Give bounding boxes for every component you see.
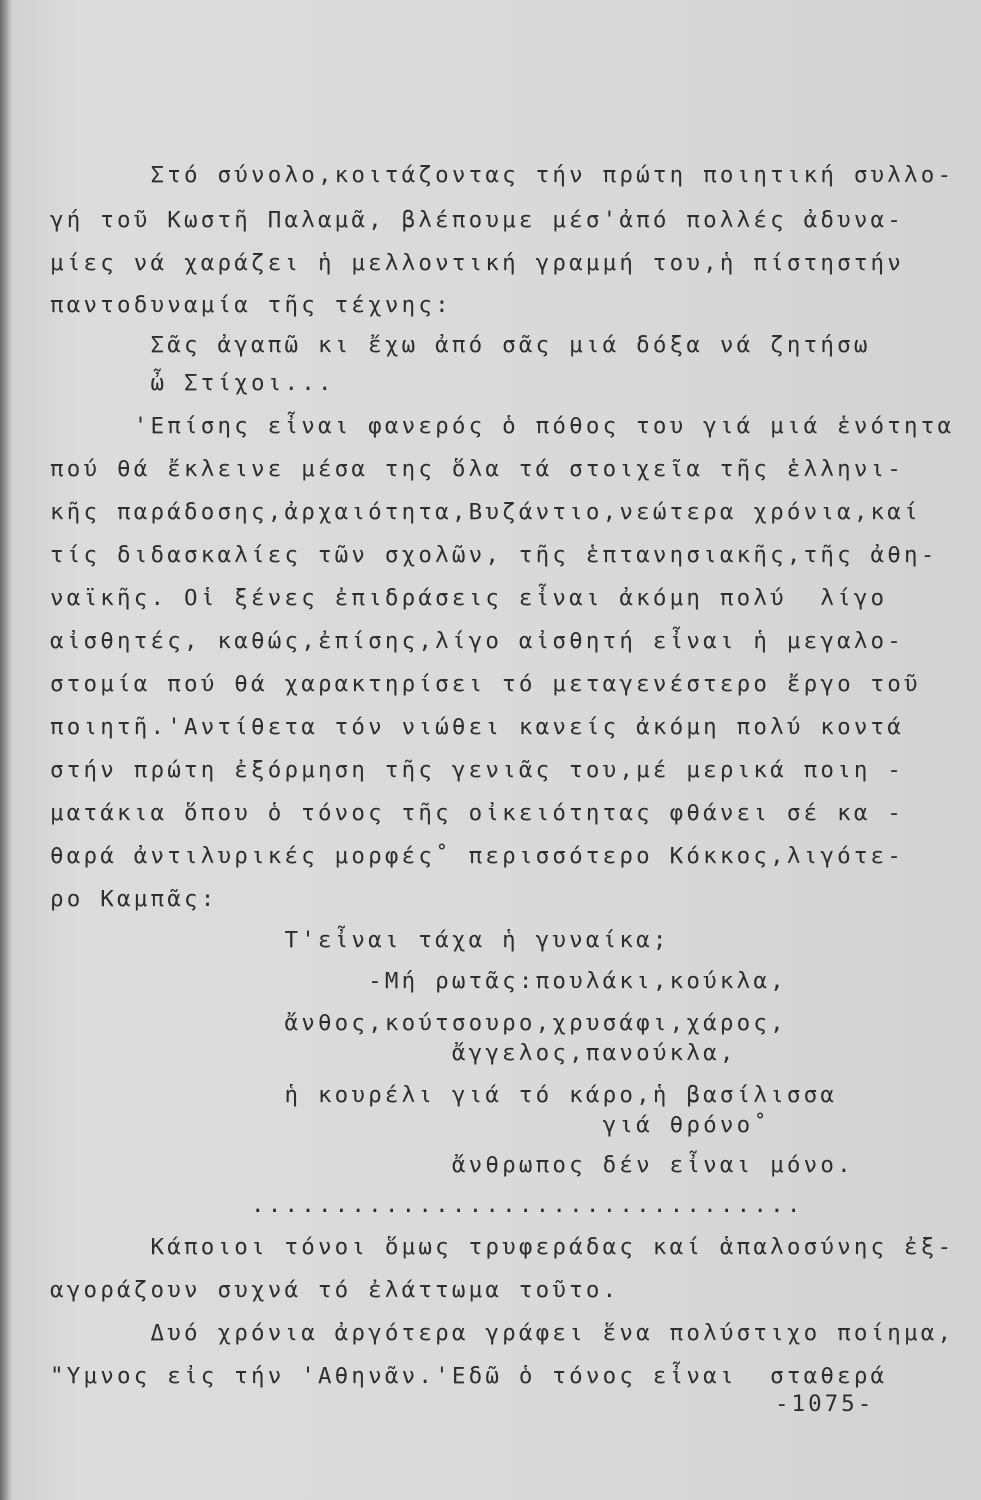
- verse-line: ἄνθρωπος δέν εἶναι μόνο.: [50, 1152, 854, 1178]
- text-line: ποιητῆ.'Αντίθετα τόν νιώθει κανείς ἀκόμη πολύ κοντά: [50, 714, 905, 740]
- text-line: "Υμνος εἰς τήν 'Αθηνᾶν.'Εδῶ ὁ τόνος εἶναι σταθερά: [50, 1363, 888, 1389]
- text-line: 'Επίσης εἶναι φανερός ὁ πόθος του γιά μιά ἑνότητα: [50, 413, 955, 439]
- text-line: στομία πού θά χαρακτηρίσει τό μεταγενέστερο ἔργο τοῦ: [50, 671, 921, 697]
- text-line: μίες νά χαράζει ἡ μελλοντική γραμμή του,ἡ πίστηστήν: [50, 250, 905, 276]
- text-line: στήν πρώτη ἐξόρμηση τῆς γενιᾶς του,μέ μερικά ποιη -: [50, 757, 905, 783]
- verse-line: Τ'εἶναι τάχα ἡ γυναίκα;: [50, 927, 670, 953]
- text-line: Κάποιοι τόνοι ὅμως τρυφεράδας καί ἁπαλοσύνης ἐξ-: [50, 1234, 955, 1260]
- text-line: παντοδυναμία τῆς τέχνης:: [50, 292, 452, 318]
- text-line: Δυό χρόνια ἀργότερα γράφει ἕνα πολύστιχο ποίημα,: [50, 1320, 955, 1346]
- text-line: θαρά ἀντιλυρικές μορφές˚ περισσότερο Κόκκος,λιγότε-: [50, 843, 905, 869]
- verse-line: ἄγγελος,πανούκλα,: [50, 1040, 737, 1066]
- verse-line: γιά θρόνο˚: [50, 1112, 771, 1138]
- text-line: αγοράζουν συχνά τό ἐλάττωμα τοῦτο.: [50, 1277, 620, 1303]
- text-line: ματάκια ὅπου ὁ τόνος τῆς οἰκειότητας φθάνει σέ κα -: [50, 800, 905, 826]
- page-number: -1075-: [775, 1391, 875, 1417]
- page-edge-shadow: [0, 0, 12, 1500]
- verse-line: ἄνθος,κούτσουρο,χρυσάφι,χάρος,: [50, 1010, 787, 1036]
- verse-line: ἡ κουρέλι γιά τό κάρο,ἡ βασίλισσα: [50, 1082, 838, 1108]
- verse-line: -Μή ρωτᾶς:πουλάκι,κούκλα,: [50, 968, 787, 994]
- text-line: ναϊκῆς. Οἱ ξένες ἐπιδράσεις εἶναι ἀκόμη πολύ λίγο: [50, 585, 888, 611]
- verse-line: ὦ Στίχοι...: [50, 370, 335, 396]
- text-line: κῆς παράδοσης,ἀρχαιότητα,Βυζάντιο,νεώτερα χρόνια,καί: [50, 499, 921, 525]
- text-line: αἰσθητές, καθώς,ἐπίσης,λίγο αἰσθητή εἶναι ἡ μεγαλο-: [50, 628, 905, 654]
- text-line: ρο Καμπᾶς:: [50, 886, 218, 912]
- text-line: πού θά ἔκλεινε μέσα της ὅλα τά στοιχεῖα τῆς ἑλληνι-: [50, 456, 905, 482]
- text-line: Στό σύνολο,κοιτάζοντας τήν πρώτη ποιητική συλλο-: [50, 162, 955, 188]
- ellipsis-line: .................................: [50, 1192, 804, 1218]
- text-line: τίς διδασκαλίες τῶν σχολῶν, τῆς ἑπτανησιακῆς,τῆς ἀθη-: [50, 542, 938, 568]
- text-line: γή τοῦ Κωστῆ Παλαμᾶ, βλέπουμε μέσ'ἀπό πολλές ἀδυνα-: [50, 207, 905, 233]
- verse-line: Σᾶς ἀγαπῶ κι ἔχω ἀπό σᾶς μιά δόξα νά ζητήσω: [50, 332, 871, 358]
